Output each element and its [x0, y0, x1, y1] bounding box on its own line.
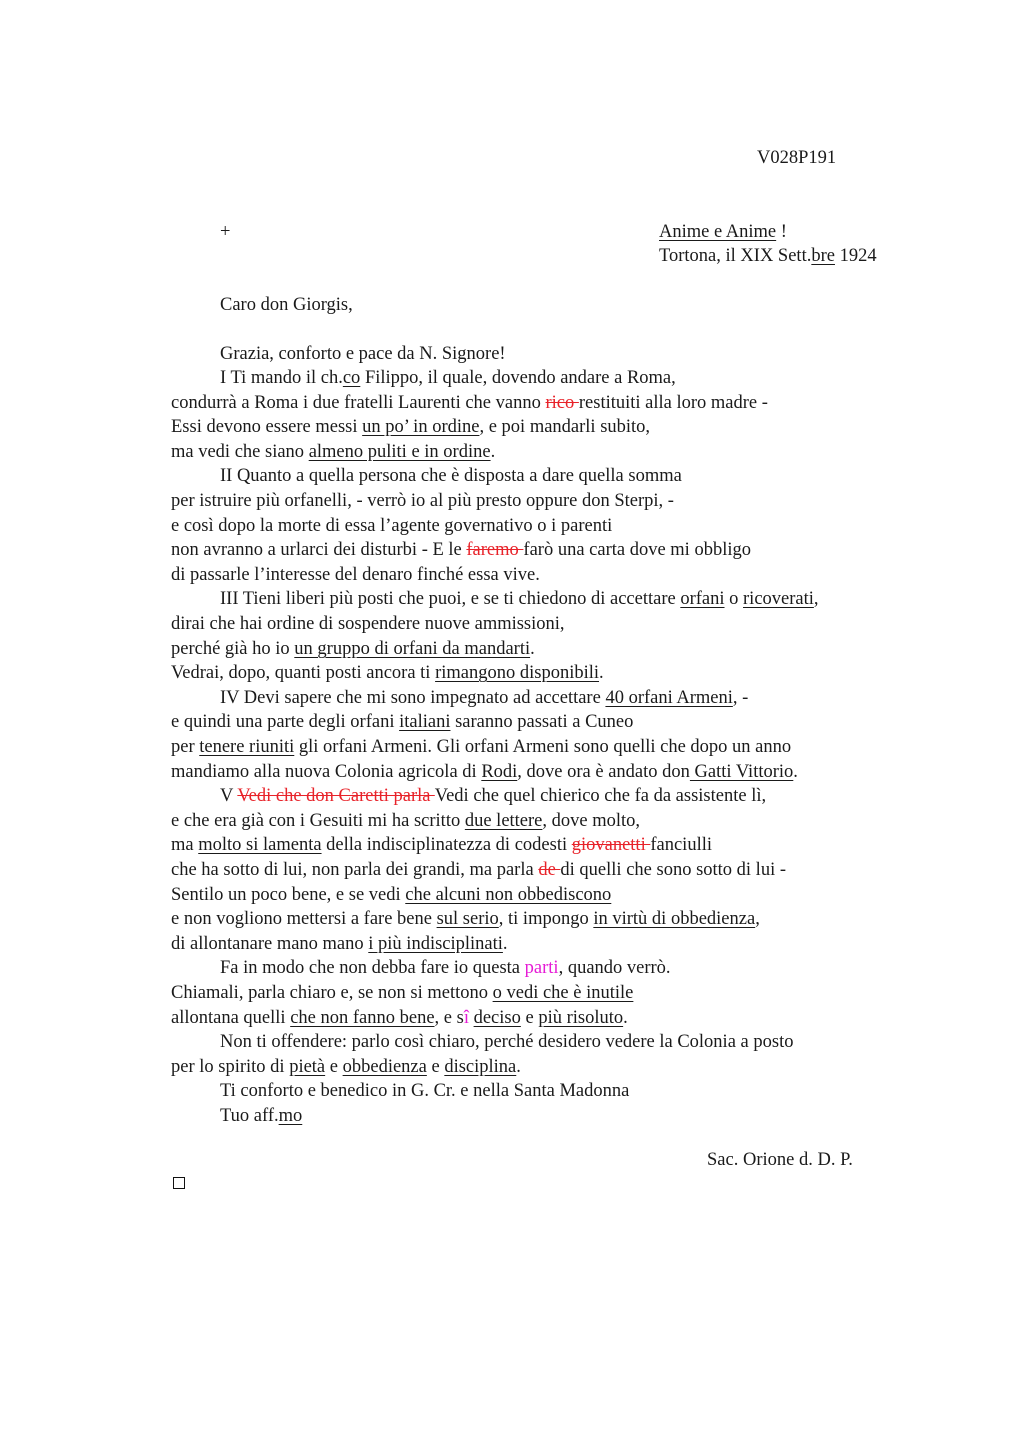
underlined-text: Gatti Vittorio — [689, 762, 794, 782]
body-line — [171, 415, 650, 439]
body-line — [171, 760, 798, 784]
underlined-text: molto si lamenta — [198, 835, 322, 855]
body-line — [171, 489, 674, 513]
body-line — [171, 710, 633, 734]
body-line — [171, 1055, 521, 1079]
underlined-text: tenere riuniti — [199, 737, 295, 757]
underlined-text: disciplina — [444, 1057, 517, 1077]
place-date-month-suffix: bre — [811, 246, 835, 266]
body-line — [220, 1030, 793, 1054]
body-line — [171, 883, 611, 907]
text-segment: saranno passati a Cuneo — [450, 712, 634, 732]
underlined-text: un po’ in ordine — [362, 417, 480, 437]
underlined-text: Rodi — [481, 762, 518, 782]
body-line — [171, 440, 495, 464]
text-segment: Ti conforto e benedico in G. Cr. e nella Santa Madonna — [220, 1081, 630, 1101]
salutation: Caro don Giorgis, — [220, 295, 353, 315]
text-segment: , dove ora è andato don — [517, 762, 690, 782]
text-segment: . — [490, 442, 496, 462]
motto-text: Anime e Anime — [659, 222, 777, 242]
text-segment: III Tieni liberi più posti che puoi, e se ti chiedono di accettare — [220, 589, 681, 609]
underlined-text: mo — [278, 1106, 303, 1126]
text-segment: o — [724, 589, 744, 609]
end-box-icon — [173, 1177, 185, 1189]
text-segment: mandiamo alla nuova Colonia agricola di — [171, 762, 482, 782]
underlined-text: 40 orfani Armeni — [605, 688, 733, 708]
deleted-text: rico — [545, 393, 579, 413]
text-segment: . — [599, 663, 604, 683]
body-line — [220, 784, 766, 808]
body-line — [171, 932, 508, 956]
text-segment: Filippo, il quale, dovendo andare a Roma, — [360, 368, 676, 388]
underlined-text: che non fanno bene — [290, 1008, 435, 1028]
text-segment: , - — [732, 688, 749, 708]
text-segment: V — [220, 786, 238, 806]
underlined-text: co — [342, 368, 361, 388]
text-segment: , — [813, 589, 819, 609]
text-segment: e — [520, 1008, 539, 1028]
text-segment: fanciulli — [650, 835, 712, 855]
body-line — [171, 858, 786, 882]
text-segment: . — [793, 762, 798, 782]
underlined-text: o vedi che è inutile — [492, 983, 634, 1003]
text-segment: . — [623, 1008, 628, 1028]
text-segment: , quando verrò. — [558, 958, 671, 978]
text-segment: condurrà a Roma i due fratelli Laurenti che vanno — [171, 393, 546, 413]
text-segment: perché già ho io — [171, 639, 295, 659]
highlighted-text: î — [463, 1008, 469, 1028]
text-segment: gli orfani Armeni. Gli orfani Armeni sono quelli che dopo un anno — [294, 737, 792, 757]
text-segment: Vedi che quel chierico che fa da assistente lì, — [434, 786, 767, 806]
underlined-text: obbedienza — [342, 1057, 427, 1077]
deleted-text: de — [538, 860, 561, 880]
underlined-text: pietà — [289, 1057, 326, 1077]
text-segment: e così dopo la morte di essa l’agente governativo o i parenti — [171, 516, 613, 536]
text-segment: , dove molto, — [542, 811, 641, 831]
document-id: V028P191 — [757, 148, 837, 168]
body-line — [220, 464, 682, 488]
text-segment: Essi devono essere messi — [171, 417, 363, 437]
underlined-text: almeno puliti e in ordine — [308, 442, 491, 462]
body-line — [171, 907, 760, 931]
text-segment: . — [530, 639, 535, 659]
text-segment: , ti impongo — [498, 909, 594, 929]
text-segment: e — [325, 1057, 343, 1077]
body-line — [220, 1104, 302, 1128]
body-line — [171, 514, 612, 538]
body-line — [171, 833, 712, 857]
text-segment: ma — [171, 835, 199, 855]
text-segment: che ha sotto di lui, non parla dei grandi, ma parla — [171, 860, 539, 880]
text-segment: per istruire più orfanelli, - verrò io al più presto oppure don Sterpi, - — [171, 491, 674, 511]
place-date — [659, 244, 877, 268]
body-line — [171, 538, 751, 562]
text-segment: restituiti alla loro madre - — [578, 393, 768, 413]
text-segment: , e s — [434, 1008, 464, 1028]
body-line — [171, 661, 604, 685]
body-line — [220, 366, 676, 390]
greeting: Grazia, conforto e pace da N. Signore! — [220, 344, 506, 364]
body-line — [171, 637, 535, 661]
text-segment: non avranno a urlarci dei disturbi - E le — [171, 540, 467, 560]
text-segment: , e poi mandarli subito, — [479, 417, 651, 437]
highlighted-text: parti — [524, 958, 559, 978]
motto — [659, 220, 787, 244]
underlined-text: più risoluto — [538, 1008, 624, 1028]
body-line — [171, 809, 640, 833]
text-segment: per — [171, 737, 200, 757]
text-segment: di quelli che sono sotto di lui - — [560, 860, 786, 880]
body-line — [220, 1079, 629, 1103]
place-date-main: Tortona, il XIX Sett. — [659, 246, 812, 266]
text-segment: dirai che hai ordine di sospendere nuove ammissioni, — [171, 614, 565, 634]
text-segment: IV Devi sapere che mi sono impegnato ad accettare — [220, 688, 606, 708]
text-segment: . — [516, 1057, 521, 1077]
deleted-text: faremo — [466, 540, 524, 560]
body-line — [171, 612, 565, 636]
underlined-text: rimangono disponibili — [435, 663, 600, 683]
underlined-text: orfani — [680, 589, 725, 609]
text-segment: e quindi una parte degli orfani — [171, 712, 400, 732]
text-segment: Fa in modo che non debba fare io questa — [220, 958, 525, 978]
body-line — [171, 391, 768, 415]
cross-symbol: + — [220, 222, 231, 242]
underlined-text: italiani — [399, 712, 451, 732]
place-date-year: 1924 — [834, 246, 877, 266]
text-segment: e — [426, 1057, 445, 1077]
text-segment: allontana quelli — [171, 1008, 291, 1028]
text-segment: . — [502, 934, 508, 954]
text-segment: Chiamali, parla chiaro e, se non si mettono — [171, 983, 493, 1003]
underlined-text: deciso — [473, 1008, 521, 1028]
body-line — [220, 587, 819, 611]
underlined-text: che alcuni non obbediscono — [405, 885, 612, 905]
text-segment: I Ti mando il ch. — [220, 368, 343, 388]
text-segment: e che era già con i Gesuiti mi ha scritto — [171, 811, 465, 831]
deleted-text: giovanetti — [571, 835, 651, 855]
text-segment: di allontanare mano mano — [171, 934, 369, 954]
text-segment: farò una carta dove mi obbligo — [523, 540, 751, 560]
body-line — [171, 735, 791, 759]
text-segment: ma vedi che siano — [171, 442, 309, 462]
text-segment: Sentilo un poco bene, e se vedi — [171, 885, 406, 905]
body-line — [171, 563, 540, 587]
underlined-text: in virtù di obbedienza — [593, 909, 756, 929]
signature: Sac. Orione d. D. P. — [707, 1150, 853, 1170]
underlined-text: sul serio — [436, 909, 499, 929]
body-line — [171, 981, 633, 1005]
body-line — [220, 956, 671, 980]
underlined-text: un gruppo di orfani da mandarti — [294, 639, 531, 659]
underlined-text: i più indisciplinati — [368, 934, 503, 954]
deleted-text: Vedi che don Caretti parla — [237, 786, 435, 806]
body-line — [220, 686, 748, 710]
text-segment: II Quanto a quella persona che è disposta a dare quella somma — [220, 466, 682, 486]
underlined-text: ricoverati — [743, 589, 814, 609]
text-segment: Tuo aff. — [220, 1106, 279, 1126]
motto-mark: ! — [776, 222, 787, 242]
text-segment: Vedrai, dopo, quanti posti ancora ti — [171, 663, 436, 683]
text-segment: della indisciplinatezza di codesti — [321, 835, 572, 855]
underlined-text: due lettere — [464, 811, 543, 831]
body-line — [171, 1006, 628, 1030]
text-segment: , — [755, 909, 760, 929]
text-segment: per lo spirito di — [171, 1057, 290, 1077]
text-segment: e non vogliono mettersi a fare bene — [171, 909, 437, 929]
text-segment: Non ti offendere: parlo così chiaro, perché desidero vedere la Colonia a posto — [220, 1032, 794, 1052]
text-segment: di passarle l’interesse del denaro finché essa vive. — [171, 565, 540, 585]
